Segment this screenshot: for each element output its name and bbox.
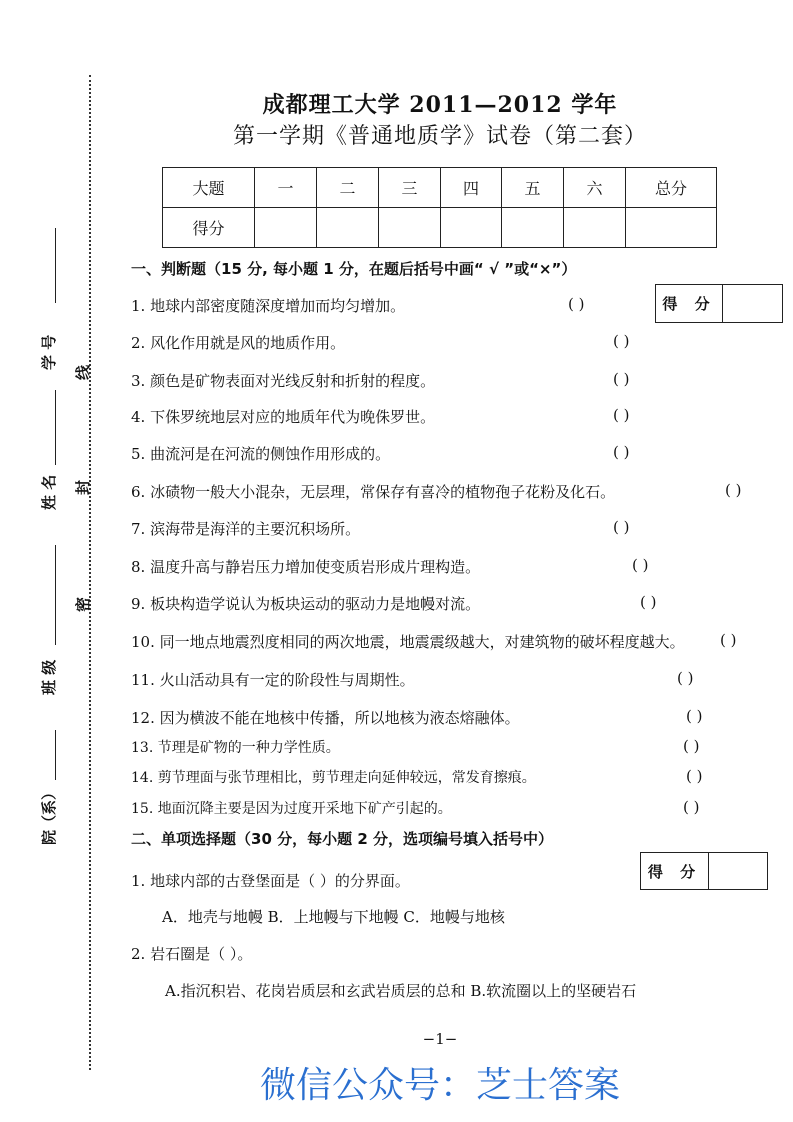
judgment-item: 5. 曲流河是在河流的侧蚀作用形成的。 [131, 445, 391, 463]
seal-mark-mi: 密 [74, 596, 92, 612]
exam-title-line2: 第一学期《普通地质学》试卷（第二套） [232, 124, 647, 149]
section2-title: 二、单项选择题（30 分，每小题 2 分，选项编号填入括号中） [131, 830, 553, 848]
judgment-item: 3. 颜色是矿物表面对光线反射和折射的程度。 [131, 372, 436, 390]
judgment-item: 15. 地面沉降主要是因为过度开采地下矿产引起的。 [131, 801, 452, 817]
table-header-cell: 三 [379, 168, 441, 208]
field-department-label: 院（系） [40, 784, 58, 845]
section2-score-box [640, 852, 768, 890]
score-box-label: 得 分 [656, 285, 723, 322]
field-name-line[interactable] [55, 390, 56, 465]
score-summary-table [162, 167, 717, 248]
exam-title-line1: 成都理工大学 2011—2012 学年 [262, 92, 618, 118]
field-class-line[interactable] [55, 545, 56, 645]
field-name-label: 姓 名 [40, 474, 58, 510]
section1-title: 一、判断题（15 分, 每小题 1 分，在题后括号中画“ √ ”或“×”） [131, 260, 577, 278]
table-row-label: 得分 [163, 208, 255, 248]
field-department-line[interactable] [55, 730, 56, 780]
question-2-1: 1. 地球内部的古登堡面是（ ）的分界面。 [131, 872, 410, 890]
judgment-item: 10. 同一地点地震烈度相同的两次地震，地震震级越大，对建筑物的破坏程度越大。 [131, 633, 685, 651]
score-box-input[interactable] [723, 285, 782, 322]
score-cell[interactable] [564, 208, 626, 248]
answer-parentheses[interactable]: ( ) [683, 737, 700, 755]
field-student-id-label: 学 号 [40, 334, 58, 370]
score-box-input[interactable] [709, 853, 767, 889]
answer-parentheses[interactable]: ( ) [677, 669, 694, 687]
question-2-1-options: A．地壳与地幔 B．上地幔与下地幔 C．地幔与地核 [162, 908, 505, 926]
table-header-cell: 六 [564, 168, 626, 208]
answer-parentheses[interactable]: ( ) [686, 707, 703, 725]
table-header-cell: 一 [255, 168, 317, 208]
judgment-item: 11. 火山活动具有一定的阶段性与周期性。 [131, 671, 415, 689]
table-header-cell: 大题 [163, 168, 255, 208]
judgment-item: 7. 滨海带是海洋的主要沉积场所。 [131, 520, 361, 538]
answer-parentheses[interactable]: ( ) [632, 556, 649, 574]
table-header-cell: 二 [317, 168, 379, 208]
judgment-item: 9. 板块构造学说认为板块运动的驱动力是地幔对流。 [131, 595, 481, 613]
answer-parentheses[interactable]: ( ) [640, 593, 657, 611]
judgment-item: 14. 剪节理面与张节理相比，剪节理走向延伸较远，常发育擦痕。 [131, 770, 536, 786]
table-header-cell: 五 [502, 168, 564, 208]
judgment-item: 2. 风化作用就是风的地质作用。 [131, 334, 346, 352]
score-cell[interactable] [379, 208, 441, 248]
seal-mark-feng: 封 [74, 479, 92, 495]
score-cell[interactable] [317, 208, 379, 248]
score-cell[interactable] [626, 208, 717, 248]
judgment-item: 4. 下侏罗统地层对应的地质年代为晚侏罗世。 [131, 408, 436, 426]
answer-parentheses[interactable]: ( ) [613, 518, 630, 536]
field-class-label: 班 级 [40, 659, 58, 695]
score-box-label: 得 分 [641, 853, 709, 889]
binding-dashed-line [89, 75, 91, 1070]
judgment-item: 8. 温度升高与静岩压力增加使变质岩形成片理构造。 [131, 558, 481, 576]
answer-parentheses[interactable]: ( ) [725, 481, 742, 499]
field-student-id-line[interactable] [55, 228, 56, 303]
judgment-item: 12. 因为横波不能在地核中传播，所以地核为液态熔融体。 [131, 709, 520, 727]
answer-parentheses[interactable]: ( ) [613, 370, 630, 388]
judgment-item: 6. 冰碛物一般大小混杂，无层理，常保存有喜冷的植物孢子花粉及化石。 [131, 483, 616, 501]
score-cell[interactable] [255, 208, 317, 248]
table-header-cell: 四 [441, 168, 502, 208]
judgment-item: 13. 节理是矿物的一种力学性质。 [131, 740, 340, 756]
answer-parentheses[interactable]: ( ) [686, 767, 703, 785]
answer-parentheses[interactable]: ( ) [568, 295, 585, 313]
question-2-2-options: A.指沉积岩、花岗岩质层和玄武岩质层的总和 B.软流圈以上的坚硬岩石 [165, 982, 637, 1000]
table-header-cell: 总分 [626, 168, 717, 208]
answer-parentheses[interactable]: ( ) [720, 631, 737, 649]
score-cell[interactable] [441, 208, 502, 248]
answer-parentheses[interactable]: ( ) [613, 332, 630, 350]
section1-score-box [655, 284, 783, 323]
watermark: 微信公众号：芝士答案 [259, 1065, 620, 1106]
answer-parentheses[interactable]: ( ) [613, 443, 630, 461]
question-2-2: 2. 岩石圈是（ ）。 [131, 945, 253, 963]
answer-parentheses[interactable]: ( ) [613, 406, 630, 424]
seal-mark-xian: 线 [74, 364, 92, 380]
page-number: −1− [422, 1030, 458, 1048]
score-cell[interactable] [502, 208, 564, 248]
judgment-item: 1. 地球内部密度随深度增加而均匀增加。 [131, 297, 406, 315]
table-score-row [163, 208, 717, 248]
answer-parentheses[interactable]: ( ) [683, 798, 700, 816]
table-header-row [163, 168, 717, 208]
